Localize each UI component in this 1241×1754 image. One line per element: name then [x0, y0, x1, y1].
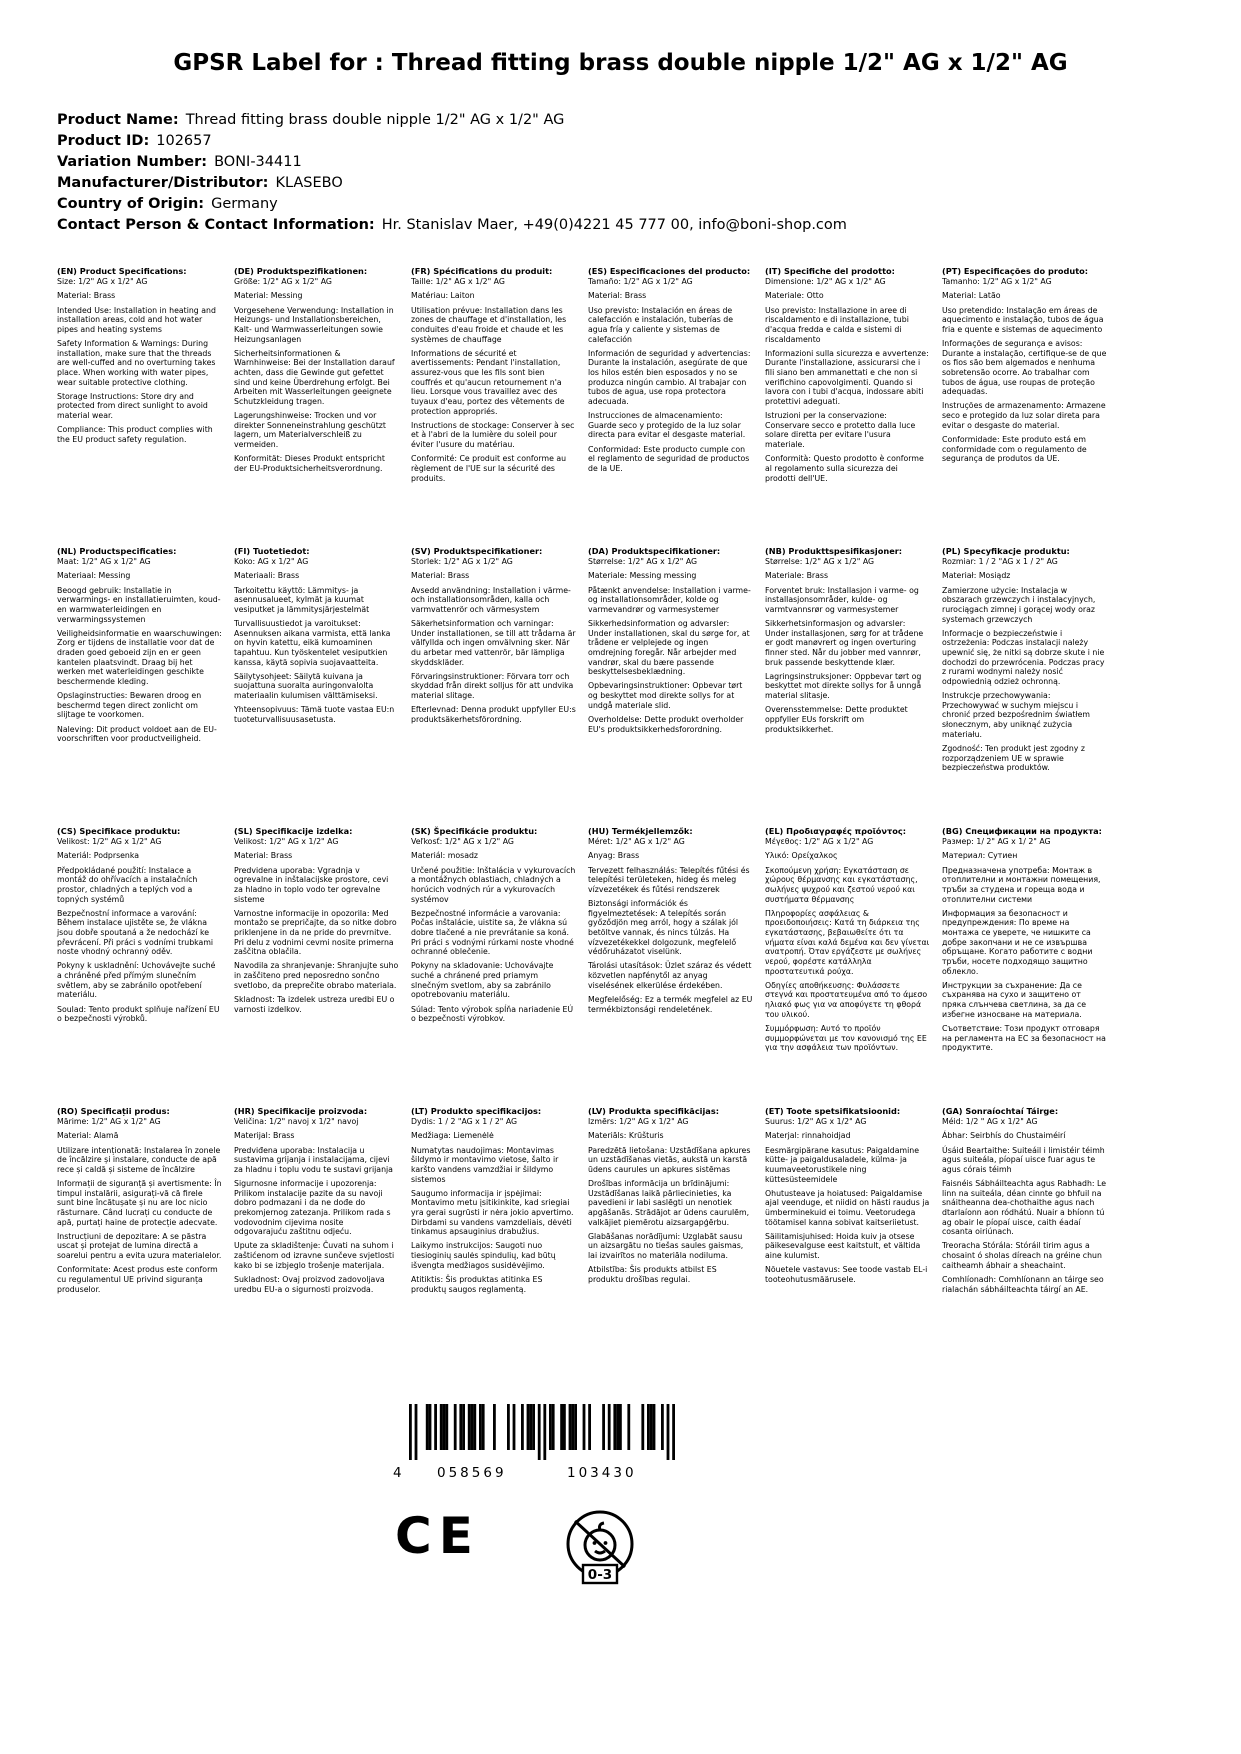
language-spec-block-bg: [942, 826, 1107, 1106]
language-spec-header: (LT) Produkto specifikacijos:: [411, 1106, 542, 1116]
language-spec-header: (EL) Προδιαγραφές προϊόντος:: [765, 826, 906, 836]
spec-paragraph: Tarkoitettu käyttö: Lämmitys- ja asennusalueet, kylmät ja kuumat vesiputket ja lämmitysjärjestelmät: [234, 585, 370, 614]
spec-paragraph: Forventet bruk: Installasjon i varme- og installasjonsområder, kulde- og varmtvannsrør og varmesystemer: [765, 585, 919, 614]
language-spec-header: (SK) Špecifikácie produktu:: [411, 826, 538, 836]
spec-paragraph: Velikost: 1/2" AG x 1/2" AG: [57, 837, 162, 847]
language-spec-header: (PT) Especificações do produto:: [942, 266, 1089, 276]
spec-paragraph: Uso previsto: Installazione in aree di riscaldamento e di installazione, tubi d'acqua fredda e calda e sistemi di riscaldamento: [765, 305, 909, 344]
language-spec-header: (HU) Termékjellemzők:: [588, 826, 693, 836]
spec-paragraph: Conformidad: Este producto cumple con el reglamento de seguridad de productos de la UE.: [588, 444, 750, 473]
spec-paragraph: Sikkerhedsinformation og advarsler: Under installationen, skal du sørge for, at trådene er velplejede og ingen omdrejning foregår. Når arbejder med vandrør, skal du bære passende beskyttelsesbeklædning.: [588, 619, 750, 677]
product-info-label: Country of Origin:: [57, 196, 205, 212]
language-spec-header: (NB) Produkttspesifikasjoner:: [765, 546, 903, 556]
spec-paragraph: Tamanho: 1/2" AG x 1/2" AG: [942, 277, 1052, 287]
spec-paragraph: Opbevaringsinstruktioner: Opbevar tørt og beskyttet mod direkte sollys for at undgå materiale slid.: [588, 681, 743, 710]
spec-paragraph: Veiligheidsinformatie en waarschuwingen: Zorg er tijdens de installatie voor dat de draden goed geboeid zijn en er geen kantelen plaatsvindt. Draag bij het werken met waterleidingen geschikte beschermende kleding.: [57, 628, 222, 686]
spec-paragraph: Förvaringsinstruktioner: Förvara torr och skyddad från direkt solljus för att undvika material slitage.: [411, 671, 574, 701]
spec-paragraph: Předpokládané použití: Instalace a montáž do ohřívacích a instalačních prostor, chladných a teplých vod a topných systémů: [57, 865, 198, 904]
spec-paragraph: Velikost: 1/2" AG x 1/2" AG: [234, 837, 339, 847]
product-info-row: [57, 131, 1241, 152]
spec-paragraph: Compliance: This product complies with the EU product safety regulation.: [57, 425, 213, 444]
spec-paragraph: Säkerhetsinformation och varningar: Under installationen, se till att trådarna är välfyllda och ingen omvälvning sker. När du arbetar med vattenrör, bär lämpliga skyddskläder.: [411, 619, 576, 667]
spec-paragraph: Maat: 1/2" AG x 1/2" AG: [57, 557, 151, 567]
spec-paragraph: Размер: 1/ 2" AG x 1/ 2" AG: [942, 837, 1051, 847]
language-spec-header: (BG) Спецификации на продукта:: [942, 826, 1102, 836]
spec-paragraph: Sicherheitsinformationen & Warnhinweise: Bei der Installation darauf achten, dass die Gewinde gut gefettet sind und keine Überdrehung erfolgt. Bei Arbeiten mit Wasserleitungen geeignete Schutzkleidung tragen.: [234, 348, 395, 406]
language-spec-block-cs: [57, 826, 222, 1106]
language-spec-block-de: [234, 266, 399, 546]
spec-paragraph: Instruções de armazenamento: Armazene seco e protegido da luz solar direta para evitar o desgaste do material.: [942, 401, 1106, 430]
spec-paragraph: Conformità: Questo prodotto è conforme al regolamento sulla sicurezza dei prodotti dell'UE.: [765, 454, 924, 483]
spec-paragraph: Suurus: 1/2" AG x 1/2" AG: [765, 1117, 867, 1127]
product-info-section: [57, 110, 1241, 236]
spec-paragraph: Opslaginstructies: Bewaren droog en beschermd tegen direct zonlicht om slijtage te voorkomen.: [57, 691, 202, 720]
spec-paragraph: Taille: 1/2" AG x 1/2" AG: [411, 277, 505, 287]
spec-paragraph: Instrucțiuni de depozitare: A se păstra uscat și protejat de lumina directă a soarelui pentru a evita uzura materialelor.: [57, 1231, 222, 1261]
spec-paragraph: Material: Brass: [57, 291, 116, 301]
language-spec-block-pt: [942, 266, 1107, 546]
spec-paragraph: Efterlevnad: Denna produkt uppfyller EU:s produktsäkerhetsförordning.: [411, 705, 576, 724]
spec-paragraph: Πληροφορίες ασφάλειας & προειδοποιήσεις: Κατά τη διάρκεια της εγκατάστασης, βεβαιωθείτε ότι τα νήματα είναι καλά δεμένα και δεν γίνεται ανατροπή. Όταν εργάζεστε με σωλήνες νερού, φορέστε κατάλληλα προστατευτικά ρούχα.: [765, 908, 930, 976]
language-specifications-grid: [57, 266, 1107, 1386]
spec-paragraph: Ohutusteave ja hoiatused: Paigaldamise ajal veenduge, et niidid on hästi raudus ja ümberminekuid ei toimu. Veetorudega töötamisel kanna sobivat kaitseriietust.: [765, 1188, 930, 1227]
spec-paragraph: Pokyny na skladovanie: Uchovávajte suché a chránené pred priamym slnečným svetlom, aby sa zabránilo opotrebovaniu materiálu.: [411, 961, 554, 1000]
page-title: GPSR Label for : Thread fitting brass double nipple 1/2" AG x 1/2" AG: [173, 50, 1068, 76]
spec-paragraph: Material: Latão: [942, 291, 1001, 301]
spec-paragraph: Drošības informācija un brīdinājumi: Uzstādīšanas laikā pārliecinieties, ka pavedieni ir labi saslēgti un nenotiek apgāšanās. Strādājot ar ūdens caurulēm, valkājiet piemērotu aizsargapģērbu.: [588, 1179, 750, 1227]
spec-paragraph: Bezpečnostní informace a varování: Během instalace ujistěte se, že vlákna jsou dobře spoutaná a že nedochází ke převrácení. Při práci s vodními trubkami noste vhodný ochranný oděv.: [57, 908, 214, 957]
barcode-digits-left-group: 058569: [437, 1465, 507, 1481]
ean-barcode-number: [393, 1464, 675, 1482]
spec-paragraph: Méret: 1/2" AG x 1/2" AG: [588, 837, 685, 847]
age-range-label: 0-3: [587, 1567, 613, 1583]
language-spec-block-hu: [588, 826, 753, 1106]
spec-paragraph: Istruzioni per la conservazione: Conservare secco e protetto dalla luce solare diretta per evitare l'usura materiale.: [765, 411, 916, 450]
product-info-value: 102657: [156, 133, 212, 149]
spec-paragraph: Συμμόρφωση: Αυτό το προϊόν συμμορφώνεται με τον κανονισμό της ΕΕ για την ασφάλεια των προϊόντων.: [765, 1023, 927, 1053]
spec-paragraph: Treoracha Stórála: Stóráil tirim agus a chosaint ó sholas díreach na gréine chun caitheamh ábhair a sheachaint.: [942, 1241, 1102, 1270]
product-info-label: Product ID:: [57, 133, 150, 149]
spec-paragraph: Material: Messing: [234, 291, 303, 301]
spec-paragraph: Anyag: Brass: [588, 851, 640, 861]
certification-marks-row: [395, 1508, 1241, 1588]
spec-paragraph: Storlek: 1/2" AG x 1/2" AG: [411, 557, 513, 567]
spec-paragraph: Инструкции за съхранение: Да се съхранява на сухо и защитено от пряка слънчева светлина, за да се избегне износване на материала.: [942, 980, 1087, 1019]
language-spec-block-lt: [411, 1106, 576, 1386]
spec-paragraph: Storage Instructions: Store dry and protected from direct sunlight to avoid material wear.: [57, 391, 208, 421]
spec-paragraph: Size: 1/2" AG x 1/2" AG: [57, 277, 148, 287]
spec-paragraph: Eesmärgipärane kasutus: Paigaldamine kütte- ja paigaldusaladele, külma- ja kuumaveetorustikele ning küttesüsteemidele: [765, 1145, 920, 1184]
spec-paragraph: Navodila za shranjevanje: Shranjujte suho in zaščiteno pred neposredno sončno svetlobo, da preprečite obrabo materiala.: [234, 961, 399, 990]
spec-paragraph: Atbilstība: Šis produkts atbilst ES produktu drošības regulai.: [588, 1265, 717, 1284]
spec-paragraph: Predvidena uporaba: Vgradnja v ogrevalne in inštalacijske prostore, cevi za hladno in toplo vodo ter ogrevalne sisteme: [234, 865, 389, 904]
language-spec-block-sv: [411, 546, 576, 826]
product-info-value: Thread fitting brass double nipple 1/2" AG x 1/2" AG: [185, 112, 565, 128]
spec-paragraph: Intended Use: Installation in heating and installation areas, cold and hot water pipes and heating systems: [57, 305, 216, 334]
language-spec-header: (DE) Produktspezifikationen:: [234, 266, 368, 276]
spec-paragraph: Conformité: Ce produit est conforme au règlement de l'UE sur la sécurité des produits.: [411, 454, 567, 483]
spec-paragraph: Informations de sécurité et avertissements: Pendant l'installation, assurez-vous que les fils sont bien couffrés et qu'aucun retournement n'a lieu. Lorsque vous travaillez avec des tuyaux d'eau, portez des vêtements de protection appropriés.: [411, 348, 565, 416]
spec-paragraph: Materiál: mosadz: [411, 851, 479, 861]
language-spec-header: (ET) Toote spetsifikatsioonid:: [765, 1106, 901, 1116]
spec-paragraph: Overensstemmelse: Dette produktet oppfyller EUs forskrift om produktsikkerhet.: [765, 705, 908, 734]
language-spec-header: (ES) Especificaciones del producto:: [588, 266, 751, 276]
language-spec-header: (DA) Produktspecifikationer:: [588, 546, 721, 556]
spec-paragraph: Conformidade: Este produto está em conformidade com o regulamento de segurança de produtos da UE.: [942, 434, 1087, 464]
spec-paragraph: Material: Brass: [234, 851, 293, 861]
spec-paragraph: Predviđena uporaba: Instalacija u sustavima grijanja i instalacijama, cijevi za hladnu i toplu vodu te sustavi grijanja: [234, 1145, 393, 1174]
spec-paragraph: Ábhar: Seirbhís do Chustaiméirí: [942, 1131, 1066, 1141]
language-spec-header: (FR) Spécifications du produit:: [411, 266, 553, 276]
language-spec-header: (CS) Specifikace produktu:: [57, 826, 181, 836]
spec-paragraph: Yhteensopivuus: Tämä tuote vastaa EU:n tuoteturvallisuusasetusta.: [234, 705, 395, 724]
spec-paragraph: Tamaño: 1/2" AG x 1/2" AG: [588, 277, 693, 287]
product-info-value: BONI-34411: [214, 154, 302, 170]
spec-paragraph: Uso pretendido: Instalação em áreas de aquecimento e instalação, tubos de água fria e quente e sistemas de aquecimento: [942, 305, 1104, 334]
language-spec-block-en: [57, 266, 222, 546]
spec-paragraph: Material: Alamă: [57, 1131, 119, 1141]
spec-paragraph: Numatytas naudojimas: Montavimas šildymo ir montavimo vietose, šalto ir karšto vandens vamzdžiai ir šildymo sistemos: [411, 1145, 559, 1184]
language-spec-header: (IT) Specifiche del prodotto:: [765, 266, 895, 276]
spec-paragraph: Информация за безопасност и предупреждения: По време на монтажа се уверете, че нишките са добре закопчани и не се извършва обръщане. Когато работите с водни тръби, носете подходящо защитно облекло.: [942, 908, 1093, 976]
spec-paragraph: Tárolási utasítások: Üzlet száraz és védett közvetlen napfénytől az anyag viselésének elkerülése érdekében.: [588, 961, 752, 990]
spec-paragraph: Sigurnosne informacije i upozorenja: Prilikom instalacije pazite da su navoji dobro podmazani i da ne dođe do prekomjernog zatezanja. Prilikom rada s vodovodnim cijevima nosite odgovarajuću zaštitnu odjeću.: [234, 1179, 391, 1237]
product-info-label: Manufacturer/Distributor:: [57, 175, 269, 191]
spec-paragraph: Materiaal: Messing: [57, 571, 131, 581]
product-info-row: [57, 194, 1241, 215]
spec-paragraph: Naleving: Dit product voldoet aan de EU-voorschriften voor productveiligheid.: [57, 724, 217, 744]
spec-paragraph: Zgodność: Ten produkt jest zgodny z rozporządzeniem UE w sprawie bezpieczeństwa produktów.: [942, 743, 1085, 773]
language-spec-block-ga: [942, 1106, 1107, 1386]
spec-paragraph: Lagringsinstruksjoner: Oppbevar tørt og beskyttet mot direkte sollys for å unngå material slitasje.: [765, 671, 922, 701]
spec-paragraph: Предназначена употреба: Монтаж в отоплителни и монтажни помещения, тръби за студена и гореща вода и отоплителни системи: [942, 865, 1101, 904]
spec-paragraph: Sikkerhetsinformasjon og advarsler: Under installasjonen, sørg for at trådene er godt manøvrert og ingen overturing finner sted. Når du jobber med vannrør, bruk passende beskyttende klær.: [765, 619, 924, 667]
spec-paragraph: Glabāšanas norādījumi: Uzglabāt sausu un aizsargātu no tiešas saules gaismas, lai izvairītos no materiāla nodiluma.: [588, 1231, 744, 1261]
language-spec-block-sl: [234, 826, 399, 1106]
spec-paragraph: Instrukcje przechowywania: Przechowywać w suchym miejscu i chronić przed bezpośrednim światłem słonecznym, aby uniknąć zużycia materiału.: [942, 691, 1091, 739]
spec-paragraph: Uso previsto: Instalación en áreas de calefacción e instalación, tuberías de agua fría y caliente y sistemas de calefacción: [588, 305, 734, 344]
spec-paragraph: Rozmiar: 1 / 2 "AG x 1 / 2" AG: [942, 557, 1058, 567]
spec-paragraph: Материал: Сутиен: [942, 851, 1018, 861]
spec-paragraph: Μέγεθος: 1/2" AG x 1/2" AG: [765, 837, 874, 847]
spec-paragraph: Tervezett felhasználás: Telepítés fűtési és telepítési területeken, hideg és meleg vízvezetékek és fűtési rendszerek: [588, 865, 750, 894]
spec-paragraph: Información de seguridad y advertencias: Durante la instalación, asegúrate de que los hilos estén bien esposados y no se produzca ningún cambio. Al trabajar con tubos de agua, use ropa protectora adecuada.: [588, 348, 751, 406]
product-info-row: [57, 215, 1241, 236]
spec-paragraph: Faisnéis Sábháilteachta agus Rabhadh: Le linn na suiteála, déan cinnte go bhfuil na snáitheanna dea-chothaithe agus nach dtarlaíonn aon ródhátú. Nuair a bhíonn tú ag obair le píopaí uisce, caith éadaí cosanta oiriúnach.: [942, 1179, 1107, 1237]
language-spec-block-es: [588, 266, 753, 546]
spec-paragraph: Koko: AG x 1/2" AG: [234, 557, 309, 567]
spec-paragraph: Instructions de stockage: Conserver à sec et à l'abri de la lumière du soleil pour éviter l'usure du matériau.: [411, 420, 575, 450]
spec-paragraph: Sukladnost: Ovaj proizvod zadovoljava uredbu EU-a o sigurnosti proizvoda.: [234, 1274, 385, 1294]
product-info-value: KLASEBO: [275, 175, 343, 191]
language-spec-header: (EN) Product Specifications:: [57, 266, 187, 276]
product-info-row: [57, 152, 1241, 173]
product-info-row: [57, 110, 1241, 131]
spec-paragraph: Materiale: Brass: [765, 571, 829, 581]
spec-paragraph: Οδηγίες αποθήκευσης: Φυλάσσετε στεγνά και προστατευμένα από το άμεσο ηλιακό φως για να αποφύγετε τη φθορά του υλικού.: [765, 980, 928, 1019]
spec-paragraph: Materiale: Messing messing: [588, 571, 697, 581]
spec-paragraph: Informazioni sulla sicurezza e avvertenze: Durante l'installazione, assicurarsi che i fili siano ben ammanettati e che non si verifichino capovolgimenti. Quando si lavora con i tubi d'acqua, indossare abiti protettivi adeguati.: [765, 348, 929, 406]
language-spec-header: (RO) Specificații produs:: [57, 1106, 170, 1116]
language-spec-header: (LV) Produkta specifikācijas:: [588, 1106, 719, 1116]
spec-paragraph: Materjal: rinnahoidjad: [765, 1131, 851, 1141]
language-spec-block-fr: [411, 266, 576, 546]
spec-paragraph: Úsáid Beartaithe: Suiteáil i limistéir téimh agus suiteála, píopaí uisce fuar agus te agus córais téimh: [942, 1145, 1105, 1174]
language-spec-block-nb: [765, 546, 930, 826]
spec-paragraph: Megfelelőség: Ez a termék megfelel az EU termékbiztonsági rendeletének.: [588, 994, 753, 1014]
product-info-label: Contact Person & Contact Information:: [57, 217, 375, 233]
spec-paragraph: Varnostne informacije in opozorila: Med montažo se prepričajte, da so nitke dobro priklenjene in da ne pride do prevrnitve. Pri delu z vodnimi cevmi nosite primerna zaščitna oblačila.: [234, 908, 397, 957]
spec-paragraph: Atitiktis: Šis produktas atitinka ES produktų saugos reglamentą.: [411, 1274, 543, 1294]
spec-paragraph: Materiāls: Krūšturis: [588, 1131, 664, 1141]
spec-paragraph: Veličina: 1/2" navoj x 1/2" navoj: [234, 1117, 359, 1127]
spec-paragraph: Informações de segurança e avisos: Durante a instalação, certifique-se de que os fios são bem algemados e nenhuma sobretensão ocorre. Ao trabalhar com tubos de água, use roupas de proteção adequadas.: [942, 339, 1107, 397]
spec-paragraph: Lagerungshinweise: Trocken und vor direkter Sonneneinstrahlung geschützt lagern, um Materialverschleiß zu vermeiden.: [234, 411, 386, 450]
barcode-digit-leading: 4: [393, 1465, 402, 1481]
spec-paragraph: Comhlíonadh: Comhlíonann an táirge seo rialachán sábháilteachta táirgí an AE.: [942, 1274, 1104, 1294]
language-spec-header: (SL) Specifikacije izdelka:: [234, 826, 353, 836]
language-spec-header: (FI) Tuotetiedot:: [234, 546, 310, 556]
spec-paragraph: Soulad: Tento produkt splňuje nařízení EU o bezpečnosti výrobků.: [57, 1004, 220, 1024]
spec-paragraph: Bezpečnostné informácie a varovania: Počas inštalácie, uistite sa, že vlákna sú dobre tlačené a nie prevrátanie sa koná. Pri práci s vodnými rúrkami noste vhodné ochranné oblečenie.: [411, 908, 574, 957]
ean-barcode-bars: [409, 1404, 675, 1460]
language-spec-block-nl: [57, 546, 222, 826]
age-warning-0-3-icon: [562, 1508, 638, 1588]
spec-paragraph: Beoogd gebruik: Installatie in verwarmings- en installatieruimten, koud- en warmwaterleidingen en verwarmingssystemen: [57, 585, 221, 624]
spec-paragraph: Izmērs: 1/2" AG x 1/2" AG: [588, 1117, 689, 1127]
spec-paragraph: Informacje o bezpieczeństwie i ostrzeżenia: Podczas instalacji należy upewnić się, że nitki są dobrze skute i nie dochodzi do przewrócenia. Podczas pracy z rurami wodnymi należy nosić odpowiednią odzież ochronną.: [942, 628, 1105, 686]
spec-paragraph: Biztonsági információk és figyelmeztetések: A telepítés során győződjön meg arról, hogy a szálak jól betöltve vannak, és nincs túlzás. Ha vízvezetékekkel dolgozunk, megfelelő védőruházatot viselünk.: [588, 899, 739, 957]
product-info-row: [57, 173, 1241, 194]
language-spec-header: (GA) Sonraíochtaí Táirge:: [942, 1106, 1059, 1116]
language-spec-header: (HR) Specifikacije proizvoda:: [234, 1106, 368, 1116]
spec-paragraph: Materijal: Brass: [234, 1131, 295, 1141]
product-info-label: Variation Number:: [57, 154, 208, 170]
language-spec-block-ro: [57, 1106, 222, 1386]
language-spec-block-sk: [411, 826, 576, 1106]
product-info-value: Germany: [211, 196, 278, 212]
spec-paragraph: Størrelse: 1/2" AG x 1/2" AG: [765, 557, 875, 567]
spec-paragraph: Σκοπούμενη χρήση: Εγκατάσταση σε χώρους θέρμανσης και εγκατάστασης, σωλήνες ψυχρού και ζεστού νερού και συστήματα θέρμανσης: [765, 865, 918, 904]
product-info-label: Product Name:: [57, 112, 179, 128]
spec-paragraph: Méid: 1/2 " AG x 1/2" AG: [942, 1117, 1038, 1127]
language-spec-block-hr: [234, 1106, 399, 1386]
spec-paragraph: Materiał: Mosiądz: [942, 571, 1011, 581]
spec-paragraph: Zamierzone użycie: Instalacja w obszarach grzewczych i instalacyjnych, rurociągach zimnej i gorącej wody oraz systemach grzewczych: [942, 585, 1096, 624]
language-spec-header: (NL) Productspecificaties:: [57, 546, 177, 556]
product-info-value: Hr. Stanislav Maer, +49(0)4221 45 777 00, info@boni-shop.com: [381, 217, 847, 233]
spec-paragraph: Material: Brass: [588, 291, 647, 301]
spec-paragraph: Utilizare intenționată: Instalarea în zonele de încălzire și instalare, conducte de apă rece și caldă și sisteme de încălzire: [57, 1145, 221, 1174]
spec-paragraph: Medžiaga: Liemenėlė: [411, 1131, 494, 1141]
spec-paragraph: Safety Information & Warnings: During installation, make sure that the threads are well-cuffed and no overturning takes place. When working with water pipes, wear suitable protective clothing.: [57, 339, 216, 387]
spec-paragraph: Υλικό: Ορείχαλκος: [765, 851, 838, 861]
language-spec-block-lv: [588, 1106, 753, 1386]
spec-paragraph: Avsedd användning: Installation i värme- och installationsområden, kalla och varmvattenrör och värmesystem: [411, 585, 571, 614]
spec-paragraph: Overholdelse: Dette produkt overholder EU's produktsikkerhedsforordning.: [588, 714, 744, 734]
spec-paragraph: Materiaali: Brass: [234, 571, 300, 581]
spec-paragraph: Turvallisuustiedot ja varoitukset: Asennuksen aikana varmista, että lanka on hyvin katettu, eikä kumoaminen tapahtuu. Kun työskentelet vesiputkien kanssa, käytä sopivia suojavaatteita.: [234, 619, 391, 667]
spec-paragraph: Saugumo informacija ir įspėjimai: Montavimo metu įsitikinkite, kad sriegiai yra gerai sugrūsti ir nėra jokio apvertimo. Dirbdami su vandens vamzdeliais, dėvėti tinkamus apsauginius drabužius.: [411, 1188, 574, 1237]
language-spec-block-el: [765, 826, 930, 1106]
spec-paragraph: Materiál: Podprsenka: [57, 851, 140, 861]
spec-paragraph: Konformität: Dieses Produkt entspricht der EU-Produktsicherheitsverordnung.: [234, 454, 385, 473]
barcode-digits-right-group: 103430: [567, 1465, 637, 1481]
spec-paragraph: Pokyny k uskladnění: Uchovávejte suché a chráněné před přímým slunečním světlem, aby se zabránilo opotřebení materiálu.: [57, 961, 216, 1000]
spec-paragraph: Instrucciones de almacenamiento: Guarde seco y protegido de la luz solar directa para evitar el desgaste material.: [588, 411, 746, 440]
spec-paragraph: Material: Brass: [411, 571, 470, 581]
spec-paragraph: Säilitamisjuhised: Hoida kuiv ja otsese päikesevalguse eest kaitstult, et vältida aine kulumist.: [765, 1231, 921, 1261]
spec-paragraph: Skladnost: Ta izdelek ustreza uredbi EU o varnosti izdelkov.: [234, 994, 395, 1014]
spec-paragraph: Informații de siguranță și avertismente: În timpul instalării, asigurați-vă că firele sunt bine încătușate și nu are loc nicio răsturnare. Când lucrați cu conducte de apă, purtați haine de protecție adecvate.: [57, 1179, 222, 1227]
language-spec-block-et: [765, 1106, 930, 1386]
language-spec-block-pl: [942, 546, 1107, 826]
spec-paragraph: Størrelse: 1/2" AG x 1/2" AG: [588, 557, 698, 567]
spec-paragraph: Veľkosť: 1/2" AG x 1/2" AG: [411, 837, 514, 847]
footer-marks: [395, 1404, 1241, 1588]
language-spec-block-da: [588, 546, 753, 826]
spec-paragraph: Dimensione: 1/2" AG x 1/2" AG: [765, 277, 886, 287]
language-spec-header: (PL) Specyfikacje produktu:: [942, 546, 1070, 556]
spec-paragraph: Súlad: Tento výrobok spĺňa nariadenie EÚ o bezpečnosti výrobkov.: [411, 1004, 574, 1024]
spec-paragraph: Säilytysohjeet: Säilytä kuivana ja suojattuna suoralta auringonvalolta materiaalin kulumisen välttämiseksi.: [234, 671, 378, 701]
language-spec-block-fi: [234, 546, 399, 826]
spec-paragraph: Dydis: 1 / 2 "AG x 1 / 2" AG: [411, 1117, 518, 1127]
spec-paragraph: Conformitate: Acest produs este conform cu regulamentul UE privind siguranța produselor.: [57, 1265, 218, 1294]
spec-paragraph: Съответствие: Този продукт отговаря на регламента на ЕС за безопасност на продуктите.: [942, 1023, 1106, 1053]
spec-paragraph: Größe: 1/2" AG x 1/2" AG: [234, 277, 332, 287]
spec-paragraph: Mărime: 1/2" AG x 1/2" AG: [57, 1117, 161, 1127]
spec-paragraph: Påtænkt anvendelse: Installation i varme- og installationsområder, kolde og varmevandrør og varmesystemer: [588, 585, 751, 614]
spec-paragraph: Vorgesehene Verwendung: Installation in Heizungs- und Installationsbereichen, Kalt- und Warmwasserleitungen sowie Heizungsanlagen: [234, 305, 394, 344]
spec-paragraph: Utilisation prévue: Installation dans les zones de chauffage et d'installation, les conduites d'eau froide et chaude et les systèmes de chauffage: [411, 305, 567, 344]
spec-paragraph: Laikymo instrukcijos: Saugoti nuo tiesioginių saulės spindulių, kad būtų išvengta medžiagos susidėvėjimo.: [411, 1241, 556, 1270]
spec-paragraph: Paredzētā lietošana: Uzstādīšana apkures un uzstādīšanas vietās, aukstā un karstā ūdens caurules un apkures sistēmas: [588, 1145, 751, 1174]
ean-barcode: [393, 1404, 675, 1482]
language-spec-header: (SV) Produktspecifikationer:: [411, 546, 543, 556]
ce-mark: CE: [395, 1507, 480, 1565]
spec-paragraph: Materiale: Otto: [765, 291, 824, 301]
spec-paragraph: Nõuetele vastavus: See toode vastab EL-i tooteohutusmäärusele.: [765, 1265, 928, 1284]
spec-paragraph: Matériau: Laiton: [411, 291, 475, 301]
spec-paragraph: Upute za skladištenje: Čuvati na suhom i zaštićenom od izravne sunčeve svjetlosti kako bi se izbjeglo trošenje materijala.: [234, 1241, 395, 1270]
spec-paragraph: Určené použitie: Inštalácia v vykurovacích a montážnych oblastiach, chladných a horúcich vodných rúr a vykurovacích systémov: [411, 865, 576, 904]
language-spec-block-it: [765, 266, 930, 546]
